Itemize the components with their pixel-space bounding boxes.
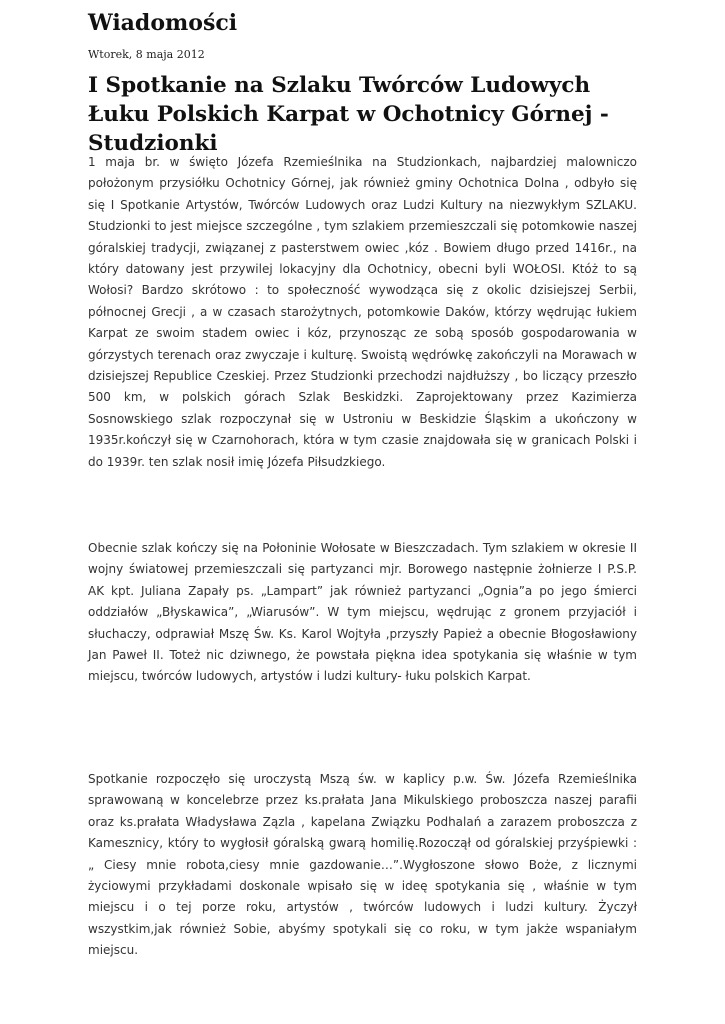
article-date: Wtorek, 8 maja 2012	[88, 48, 205, 61]
article-title: I Spotkanie na Szlaku Twórców Ludowych Łuku Polskich Karpat w Ochotnicy Górnej - Studzionki	[88, 73, 609, 156]
article-paragraph-1: 1 maja br. w święto Józefa Rzemieślnika na Studzionkach, najbardziej malowniczo położonym przysiółku Ochotnicy Górnej, jak również gminy Ochotnica Dolna , odbyło się się I Spotkanie Artystów, Twórców Ludowych oraz Ludzi Kultury na niezwykłym SZLAKU. Studzionki to jest miejsce szczególne , tym szlakiem przemieszczali się potomkowie naszej góralskiej tradycji, związanej z pasterstwem owiec ,kóz . Bowiem długo przed 1416r., na który datowany jest przywilej lokacyjny dla Ochotnicy, obecni byli WOŁOSI. Któż to są Wołosi? Bardzo skrótowo : to społeczność wywodząca się z okolic dzisiejszej Serbii, północnej Grecji , a w czasach starożytnych, potomkowie Daków, którzy wędrując łukiem Karpat ze swoim stadem owiec i kóz, przynosząc ze sobą sposób gospodarowania w górzystych terenach oraz zwyczaje i kulturę. Swoistą wędrówkę zakończyli na Morawach w dzisiejszej Republice Czeskiej. Przez Studzionki przechodzi najdłuższy , bo liczący przeszło 500 km, w polskich górach Szlak Beskidzki. Zaprojektowany przez Kazimierza Sosnowskiego szlak rozpoczynał się w Ustroniu w Beskidzie Śląskim a ukończony w 1935r.kończył się w Czarnohorach, która w tym czasie znajdowała się w granicach Polski i do 1939r. ten szlak nosił imię Józefa Piłsudzkiego.	[88, 155, 637, 469]
section-title: Wiadomości	[88, 10, 238, 36]
article-paragraph-2: Obecnie szlak kończy się na Połoninie Wołosate w Bieszczadach. Tym szlakiem w okresie II wojny światowej przemieszczali się partyzanci mjr. Borowego następnie żołnierze I P.S.P. AK kpt. Juliana Zapały ps. „Lampart” jak również partyzanci „Ognia”a po jego śmierci oddziałów „Błyskawica”, „Wiarusów”. W tym miejscu, wędrując z gronem przyjaciół i słuchaczy, odprawiał Mszę Św. Ks. Karol Wojtyła ,przyszły Papież a obecnie Błogosławiony Jan Paweł II. Toteż nic dziwnego, że powstała piękna idea spotykania się właśnie w tym miejscu, twórców ludowych, artystów i ludzi kultury- łuku polskich Karpat.	[88, 541, 637, 684]
article-paragraph-3: Spotkanie rozpoczęło się uroczystą Mszą św. w kaplicy p.w. Św. Józefa Rzemieślnika sprawowaną w koncelebrze przez ks.prałata Jana Mikulskiego proboszcza naszej parafii oraz ks.prałata Władysława Zązla , kapelana Związku Podhalań a zarazem proboszcza z Kamesznicy, który to wygłosił góralską gwarą homilię.Rozoczął od góralskiej przyśpiewki : „ Ciesy mnie robota,ciesy mnie gazdowanie…”.Wygłoszone słowo Boże, z licznymi życiowymi przykładami doskonale wpisało się w ideę spotykania się , właśnie w tym miejscu i o tej porze roku, artystów , twórców ludowych i ludzi kultury. Życzył wszystkim,jak również Sobie, abyśmy spotykali się co roku, w tym jakże wspaniałym miejscu.	[88, 772, 637, 958]
